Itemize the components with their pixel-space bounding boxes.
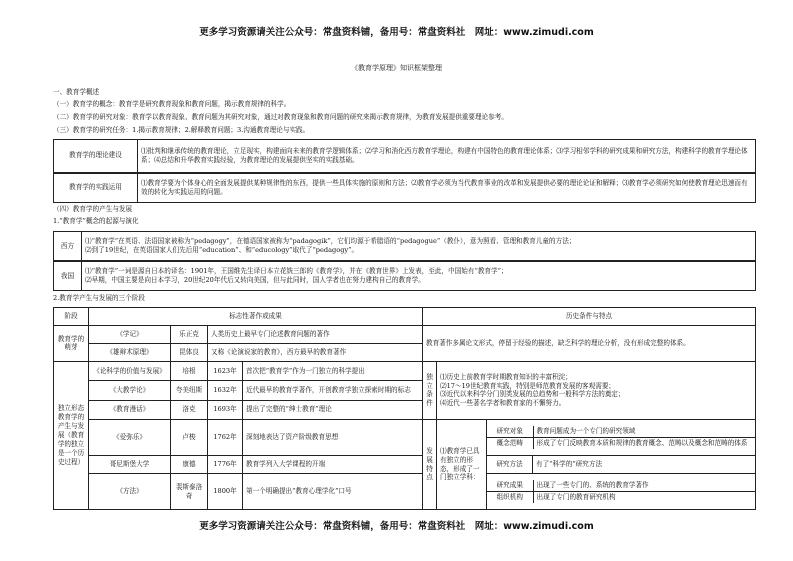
work-cell: 《学记》 [89,325,171,343]
year-cell: 1762年 [208,420,243,456]
work-cell: 《论科学的价值与发展》 [89,361,171,380]
author-cell: 培根 [171,361,208,380]
author-cell: 昆体良 [171,343,208,361]
table-cell-label: 西方 [54,232,82,262]
feature-key: 研究对象 [487,426,533,437]
year-cell: 1623年 [208,361,243,380]
desc-cell: 近代最早的教育学著作，开创教育学独立探索时期的标志 [243,381,423,400]
work-cell: 哥尼斯堡大学 [89,456,171,474]
condition-item: ⑵17～19世纪教育实践，特别是师范教育发展的客观需要； [440,381,616,390]
stage-label: 教育学的萌芽 [54,325,89,361]
author-cell: 夸美纽斯 [171,381,208,400]
condition-item: ⑶近代以来科学分门别类发展的总趋势和一般科学方法的奠定； [440,390,625,399]
author-cell: 洛克 [171,400,208,419]
desc-cell: 提出了完整的“绅士教育”理论 [243,400,423,419]
table-cell-line: ⑴“教育学”一词是源自日本的译名：1901年，王国维先生译日本立花铣三郎的《教育学》，并在《教育世界》上发表，至此，中国始有“教育学”； [85,267,508,276]
value-table [53,139,756,203]
text-line: （二）教育学的研究对象：教育学以教育现象、教育问题为其研究对象，通过对教育现象和教育问题的研究来揭示教育规律，为教育发展提供重要理论参考。 [53,113,508,121]
development-label: 发展特点 [423,420,437,510]
condition-cell: 教育著作多属论文形式，停留于经验的描述，缺乏科学的理论分析，没有形成完整的体系。 [423,325,756,361]
feature-value: 形成了专门反映教育本质和规律的教育概念、范畴以及概念和范畴的体系 [533,438,755,449]
desc-cell: 人类历史上最早专门论述教育问题的著作 [208,325,423,343]
feature-key: 研究成果 [487,480,533,491]
year-cell: 1776年 [208,456,243,474]
table-header: 阶段 [54,308,89,326]
stage-label: 独立形态教育学的产生与发展（教育学的独立是一个历史过程） [54,361,89,509]
table-cell-label: 教育学的理论建设 [54,140,138,173]
table-cell-label: 教育学的实践运用 [54,173,138,203]
table-cell-line: ⑵到了19世纪，在英语国家人们先后用“education”、和“educology”取代了“pedagogy”。 [85,246,359,254]
author-cell: 康德 [171,456,208,474]
desc-cell: 深刻地表达了资产阶级教育思想 [243,420,423,456]
condition-item: ⑷近代一些著名学者和教育家的不懈努力。 [440,399,566,408]
table-cell: ⑴批判和继承传统的教育理论，立足现实，构建面向未来的教育学逻辑体系；⑵学习和消化西方教育学理论，构建有中国特色的教育理论体系；⑶学习相邻学科的研究成果和研究方法，构建科学的教育学理论体系；⑷总结和升华教育实践经验，为教育理论的发展提供坚实的实践基础。 [138,140,756,173]
section-heading: 一、教育学概述 [53,88,100,96]
work-cell: 《雄辩术原理》 [89,343,171,361]
author-cell: 裴斯泰洛奇 [171,474,208,510]
desc-cell: 第一个明确提出“教育心理学化”口号 [243,474,423,510]
table-header: 标志性著作或成果 [89,308,423,326]
feature-value: 出现了专门的教育研究机构 [533,492,755,503]
page-title: 《教育学原理》知识框架整理 [351,64,442,72]
header-banner: 更多学习资源请关注公众号：常盘资料铺，备用号：常盘资料社 网址：www.zimudi.com [199,27,594,38]
work-cell: 《方法》 [89,474,171,510]
stage-table [53,307,756,510]
condition-item: ⑴历史上前教育学时期教育知识的丰富积淀； [440,372,572,381]
subsection-heading: 1.“教育学”概念的起源与演化 [53,217,139,225]
work-cell: 《大教学论》 [89,381,171,400]
text-line: （一）教育学的概念：教育学是研究教育现象和教育问题，揭示教育规律的科学。 [53,100,291,108]
feature-table [487,480,755,503]
table-cell-line: ⑵早期，中国主要是向日本学习，20世纪20年代后又转向美国，但与此同时，国人学者也在努力建构自己的教育学。 [85,276,425,284]
feature-table [487,426,755,449]
work-cell: 《爱弥乐》 [89,420,171,456]
text-line: （三）教育学的研究任务：1.揭示教育规律；2.解释教育问题；3.沟通教育理论与实践。 [53,126,310,134]
feature-value: 出现了一些专门的、系统的教育学著作 [533,480,755,491]
table-cell-line: ⑴“教育学”在英语、法语国家被称为“pedagogy”，在德语国家被称为“padagogik”，它们均源于希腊语的“pedagogue”（教仆），意为照看、管理和教育儿童的方法； [85,237,576,246]
development-subtitle: ⑴教育学已具有独立的形态，形成了一门独立学科： [437,420,487,510]
section-heading: （四）教育学的产生与发展 [53,205,133,213]
feature-key: 研究方法 [487,456,533,474]
table-cell: ⑴教育学要为个体身心的全面发展提供某种规律性的东西，提供一些具体实施的原则和方法；⑵教育学必须为当代教育事业的改革和发展提供必要的理论论证和解释；⑶教育学必须研究如何使教育理论迅速而有效的转化为实践运用的问题。 [138,173,756,203]
subsection-heading: 2.教育学产生与发展的三个阶段 [53,294,146,302]
table-cell-label: 我国 [54,261,82,291]
footer-banner: 更多学习资源请关注公众号：常盘资料铺，备用号：常盘资料社 网址：www.zimudi.com [199,521,594,532]
year-cell: 1693年 [208,400,243,419]
origin-table [53,231,756,291]
work-cell: 《教育漫话》 [89,400,171,419]
desc-cell: 教育学列入大学课程的开端 [243,456,423,474]
table-header: 历史条件与特点 [423,308,756,326]
feature-key: 概念范畴 [487,438,533,449]
desc-cell: 首次把“教育学”作为一门独立的科学提出 [243,361,423,380]
feature-key: 组织机构 [487,492,533,503]
year-cell: 1632年 [208,381,243,400]
desc-cell: 又称《论演说家的教育》，西方最早的教育著作 [208,343,423,361]
author-cell: 乐正克 [171,325,208,343]
feature-value: 教育问题成为一个专门的研究领域 [533,426,755,437]
feature-value: 有了“科学的”研究方法 [533,456,756,474]
author-cell: 卢梭 [171,420,208,456]
year-cell: 1800年 [208,474,243,510]
condition-label: 独立条件 [423,361,437,419]
